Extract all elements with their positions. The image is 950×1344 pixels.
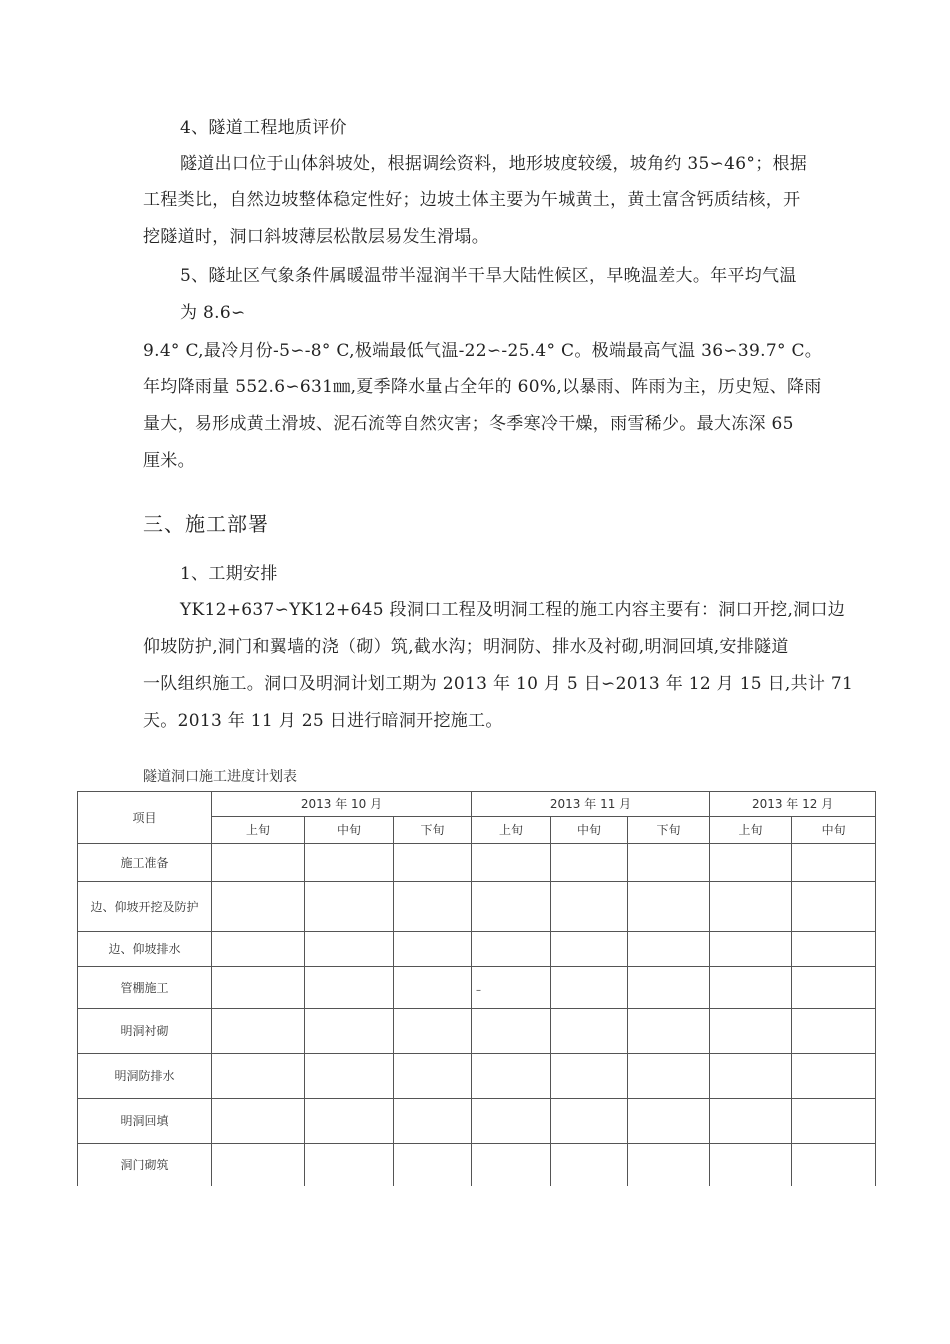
dek-header: 中旬 bbox=[551, 817, 628, 844]
section-heading: 三、施工部署 bbox=[143, 512, 269, 536]
schedule-cell bbox=[212, 1054, 305, 1099]
schedule-cell bbox=[472, 1054, 551, 1099]
schedule-cell bbox=[792, 844, 876, 882]
schedule-cell bbox=[394, 1009, 472, 1054]
schedule-table bbox=[77, 791, 876, 1186]
schedule-cell bbox=[394, 882, 472, 932]
schedule-cell bbox=[628, 1054, 710, 1099]
schedule-cell bbox=[551, 844, 628, 882]
section-4-paragraph-line: 工程类比，自然边坡整体稳定性好；边坡土体主要为午城黄土，黄土富含钙质结核，开 bbox=[143, 190, 801, 210]
schedule-cell bbox=[394, 967, 472, 1009]
section-5-paragraph-line: 5、隧址区气象条件属暖温带半湿润半干旱大陆性候区，早晚温差大。年平均气温 bbox=[180, 266, 797, 286]
month-header: 2013 年 12 月 bbox=[710, 792, 876, 817]
schedule-cell bbox=[710, 844, 792, 882]
dek-header: 下旬 bbox=[628, 817, 710, 844]
dek-header: 上旬 bbox=[710, 817, 792, 844]
schedule-cell bbox=[551, 967, 628, 1009]
dek-header: 下旬 bbox=[394, 817, 472, 844]
schedule-paragraph-line: YK12+637∽YK12+645 段洞口工程及明洞工程的施工内容主要有：洞口开挖,洞口边 bbox=[180, 600, 846, 620]
dek-header: 中旬 bbox=[792, 817, 876, 844]
section-5-paragraph-line: 年均降雨量 552.6∽631㎜,夏季降水量占全年的 60%,以暴雨、阵雨为主，历史短、降雨 bbox=[143, 377, 822, 397]
schedule-cell bbox=[305, 1009, 394, 1054]
schedule-cell bbox=[394, 844, 472, 882]
schedule-cell bbox=[305, 844, 394, 882]
schedule-cell bbox=[710, 967, 792, 1009]
schedule-cell bbox=[305, 1054, 394, 1099]
row-label: 明洞回填 bbox=[78, 1099, 212, 1144]
row-label: 洞门砌筑 bbox=[78, 1144, 212, 1186]
section-5-paragraph-line: 为 8.6∽ bbox=[180, 303, 246, 323]
schedule-cell bbox=[305, 882, 394, 932]
schedule-cell bbox=[792, 932, 876, 967]
row-label: 明洞防排水 bbox=[78, 1054, 212, 1099]
table-row bbox=[78, 967, 876, 1009]
table-row bbox=[78, 1144, 876, 1186]
schedule-cell bbox=[305, 1099, 394, 1144]
schedule-cell bbox=[792, 967, 876, 1009]
schedule-cell bbox=[472, 844, 551, 882]
schedule-cell bbox=[628, 882, 710, 932]
schedule-cell bbox=[628, 1009, 710, 1054]
schedule-cell bbox=[212, 967, 305, 1009]
schedule-cell bbox=[305, 1144, 394, 1186]
schedule-cell bbox=[305, 932, 394, 967]
table-row bbox=[78, 1054, 876, 1099]
schedule-cell bbox=[394, 1144, 472, 1186]
section-4-title: 4、隧道工程地质评价 bbox=[180, 118, 347, 138]
schedule-cell bbox=[792, 1009, 876, 1054]
dek-header: 上旬 bbox=[212, 817, 305, 844]
schedule-cell bbox=[394, 1099, 472, 1144]
month-header: 2013 年 10 月 bbox=[212, 792, 472, 817]
schedule-cell bbox=[472, 967, 551, 1009]
schedule-cell bbox=[792, 1054, 876, 1099]
table-row bbox=[78, 1009, 876, 1054]
subsection-title: 1、工期安排 bbox=[180, 564, 278, 584]
schedule-cell bbox=[551, 1054, 628, 1099]
schedule-cell bbox=[710, 932, 792, 967]
schedule-cell bbox=[305, 967, 394, 1009]
item-header: 项目 bbox=[78, 792, 212, 844]
section-4-paragraph-line: 隧道出口位于山体斜坡处，根据调绘资料，地形坡度较缓，坡角约 35∽46°；根据 bbox=[180, 154, 808, 174]
row-label: 边、仰坡开挖及防护 bbox=[78, 882, 212, 932]
schedule-cell bbox=[628, 932, 710, 967]
schedule-cell bbox=[710, 1009, 792, 1054]
schedule-cell bbox=[710, 1099, 792, 1144]
schedule-paragraph-line: 仰坡防护,洞门和翼墙的浇（砌）筑,截水沟；明洞防、排水及衬砌,明洞回填,安排隧道 bbox=[143, 637, 789, 657]
schedule-cell bbox=[212, 1009, 305, 1054]
schedule-cell bbox=[792, 1099, 876, 1144]
schedule-cell bbox=[792, 882, 876, 932]
schedule-cell bbox=[628, 1099, 710, 1144]
schedule-cell bbox=[212, 1144, 305, 1186]
row-label: 施工准备 bbox=[78, 844, 212, 882]
dek-header: 中旬 bbox=[305, 817, 394, 844]
schedule-cell bbox=[472, 882, 551, 932]
section-5-paragraph-line: 量大，易形成黄土滑坡、泥石流等自然灾害；冬季寒冷干燥，雨雪稀少。最大冻深 65 bbox=[143, 414, 794, 434]
schedule-cell bbox=[710, 1054, 792, 1099]
table-row bbox=[78, 844, 876, 882]
schedule-mark: – bbox=[476, 984, 482, 996]
schedule-cell bbox=[710, 882, 792, 932]
month-header: 2013 年 11 月 bbox=[472, 792, 710, 817]
schedule-cell bbox=[212, 844, 305, 882]
schedule-cell bbox=[710, 1144, 792, 1186]
schedule-cell bbox=[472, 1009, 551, 1054]
schedule-cell bbox=[551, 1009, 628, 1054]
section-5-paragraph-line: 9.4° C,最冷月份-5∽-8° C,极端最低气温-22∽-25.4° C。极端最高气温 36∽39.7° C。 bbox=[143, 341, 823, 361]
schedule-cell bbox=[212, 932, 305, 967]
schedule-cell bbox=[551, 1144, 628, 1186]
schedule-paragraph-line: 一队组织施工。洞口及明洞计划工期为 2013 年 10 月 5 日∽2013 年 12 月 15 日,共计 71 bbox=[143, 674, 854, 694]
schedule-cell bbox=[628, 1144, 710, 1186]
schedule-cell bbox=[472, 932, 551, 967]
schedule-cell bbox=[628, 844, 710, 882]
section-4-paragraph-line: 挖隧道时，洞口斜坡薄层松散层易发生滑塌。 bbox=[143, 227, 489, 247]
schedule-cell bbox=[551, 932, 628, 967]
table-row bbox=[78, 932, 876, 967]
schedule-cell bbox=[628, 967, 710, 1009]
schedule-cell bbox=[551, 882, 628, 932]
row-label: 明洞衬砌 bbox=[78, 1009, 212, 1054]
schedule-cell bbox=[394, 1054, 472, 1099]
schedule-paragraph-line: 天。2013 年 11 月 25 日进行暗洞开挖施工。 bbox=[143, 711, 503, 731]
schedule-cell bbox=[212, 882, 305, 932]
schedule-cell bbox=[792, 1144, 876, 1186]
schedule-cell bbox=[212, 1099, 305, 1144]
table-caption: 隧道洞口施工进度计划表 bbox=[143, 769, 297, 785]
table-header-row bbox=[78, 792, 876, 817]
dek-header: 上旬 bbox=[472, 817, 551, 844]
table-row bbox=[78, 882, 876, 932]
section-5-paragraph-line: 厘米。 bbox=[143, 451, 195, 471]
table-row bbox=[78, 1099, 876, 1144]
schedule-cell bbox=[394, 932, 472, 967]
schedule-cell bbox=[472, 1144, 551, 1186]
row-label: 边、仰坡排水 bbox=[78, 932, 212, 967]
schedule-cell bbox=[472, 1099, 551, 1144]
row-label: 管棚施工 bbox=[78, 967, 212, 1009]
schedule-cell bbox=[551, 1099, 628, 1144]
